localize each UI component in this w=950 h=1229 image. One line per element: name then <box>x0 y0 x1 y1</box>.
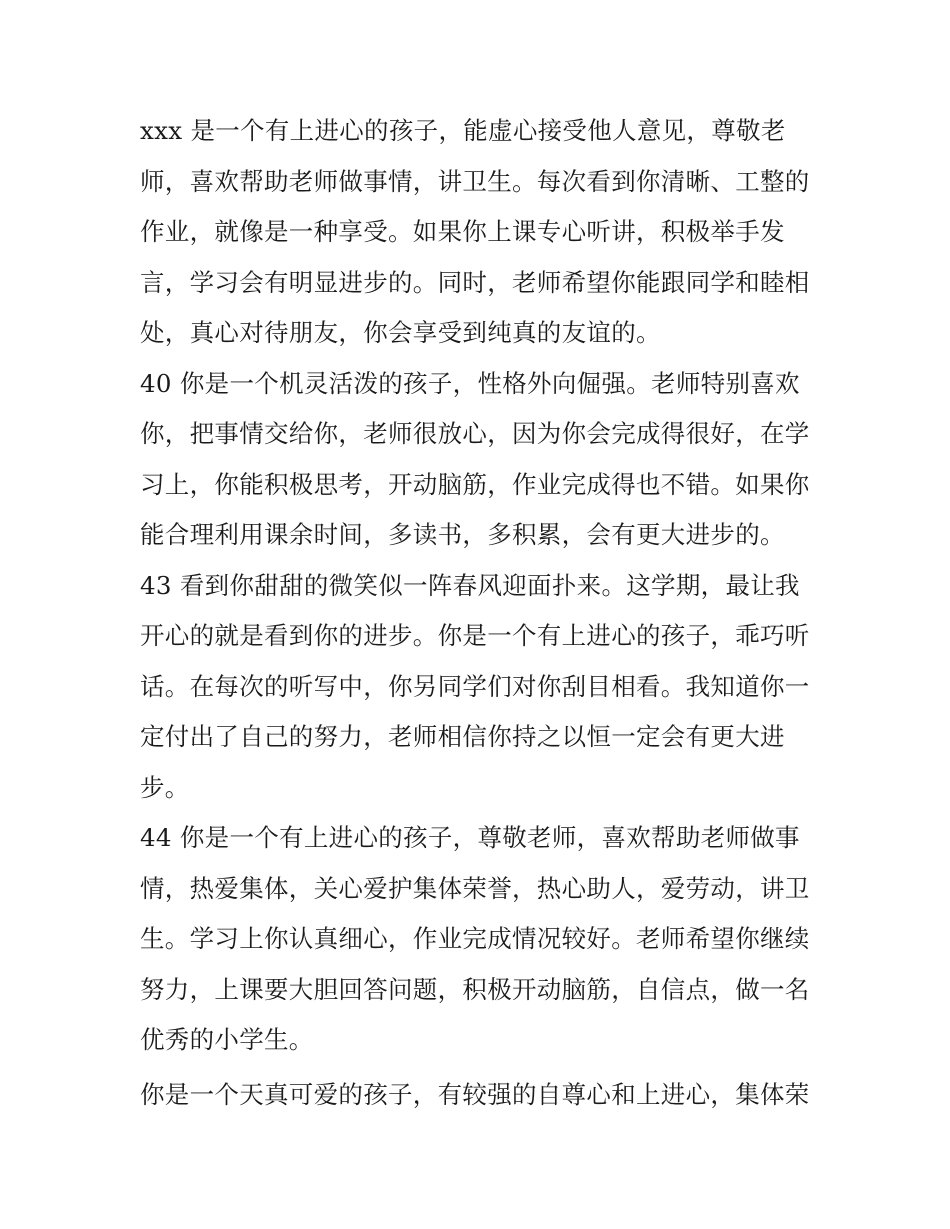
text-line: 能合理利用课余时间，多读书，多积累，会有更大进步的。 <box>140 520 785 549</box>
text-line: 44 你是一个有上进心的孩子，尊敬老师，喜欢帮助老师做事 <box>140 823 800 852</box>
document-body <box>140 106 812 1120</box>
text-line: 定付出了自己的努力，老师相信你持之以恒一定会有更大进 <box>140 722 785 751</box>
text-line: 习上，你能积极思考，开动脑筋，作业完成得也不错。如果你 <box>140 469 810 499</box>
text-line: 努力，上课要大胆回答问题，积极开动脑筋，自信点，做一名 <box>140 974 810 1004</box>
paragraph-1 <box>140 106 812 359</box>
text-line: 开心的就是看到你的进步。你是一个有上进心的孩子，乖巧听 <box>140 621 810 650</box>
text-line: 言，学习会有明显进步的。同时，老师希望你能跟同学和睦相 <box>140 267 810 297</box>
paragraph-3 <box>140 561 812 814</box>
text-line: 生。学习上你认真细心，作业完成情况较好。老师希望你继续 <box>140 924 810 953</box>
text-line: 43 看到你甜甜的微笑似一阵春风迎面扑来。这学期，最让我 <box>140 570 800 600</box>
text-line: 师，喜欢帮助老师做事情，讲卫生。每次看到你清晰、工整的 <box>140 166 810 196</box>
paragraph-2 <box>140 359 812 561</box>
text-line: 处，真心对待朋友，你会享受到纯真的友谊的。 <box>140 318 661 347</box>
text-line: 你是一个天真可爱的孩子，有较强的自尊心和上进心，集体荣 <box>140 1079 810 1109</box>
text-line: 话。在每次的听写中，你另同学们对你刮目相看。我知道你一 <box>140 671 810 701</box>
text-line: 优秀的小学生。 <box>140 1025 314 1054</box>
text-line: 作业，就像是一种享受。如果你上课专心听讲，积极举手发 <box>140 217 785 246</box>
text-line: 你，把事情交给你，老师很放心，因为你会完成得很好，在学 <box>140 419 810 448</box>
paragraph-4 <box>140 813 812 1066</box>
text-line: 情，热爱集体，关心爱护集体荣誉，热心助人，爱劳动，讲卫 <box>140 873 810 903</box>
text-line: 40 你是一个机灵活泼的孩子，性格外向倔强。老师特别喜欢 <box>140 368 800 398</box>
text-line: 步。 <box>140 772 190 802</box>
paragraph-5 <box>140 1070 812 1121</box>
text-line: xxx 是一个有上进心的孩子，能虚心接受他人意见，尊敬老 <box>140 116 786 145</box>
